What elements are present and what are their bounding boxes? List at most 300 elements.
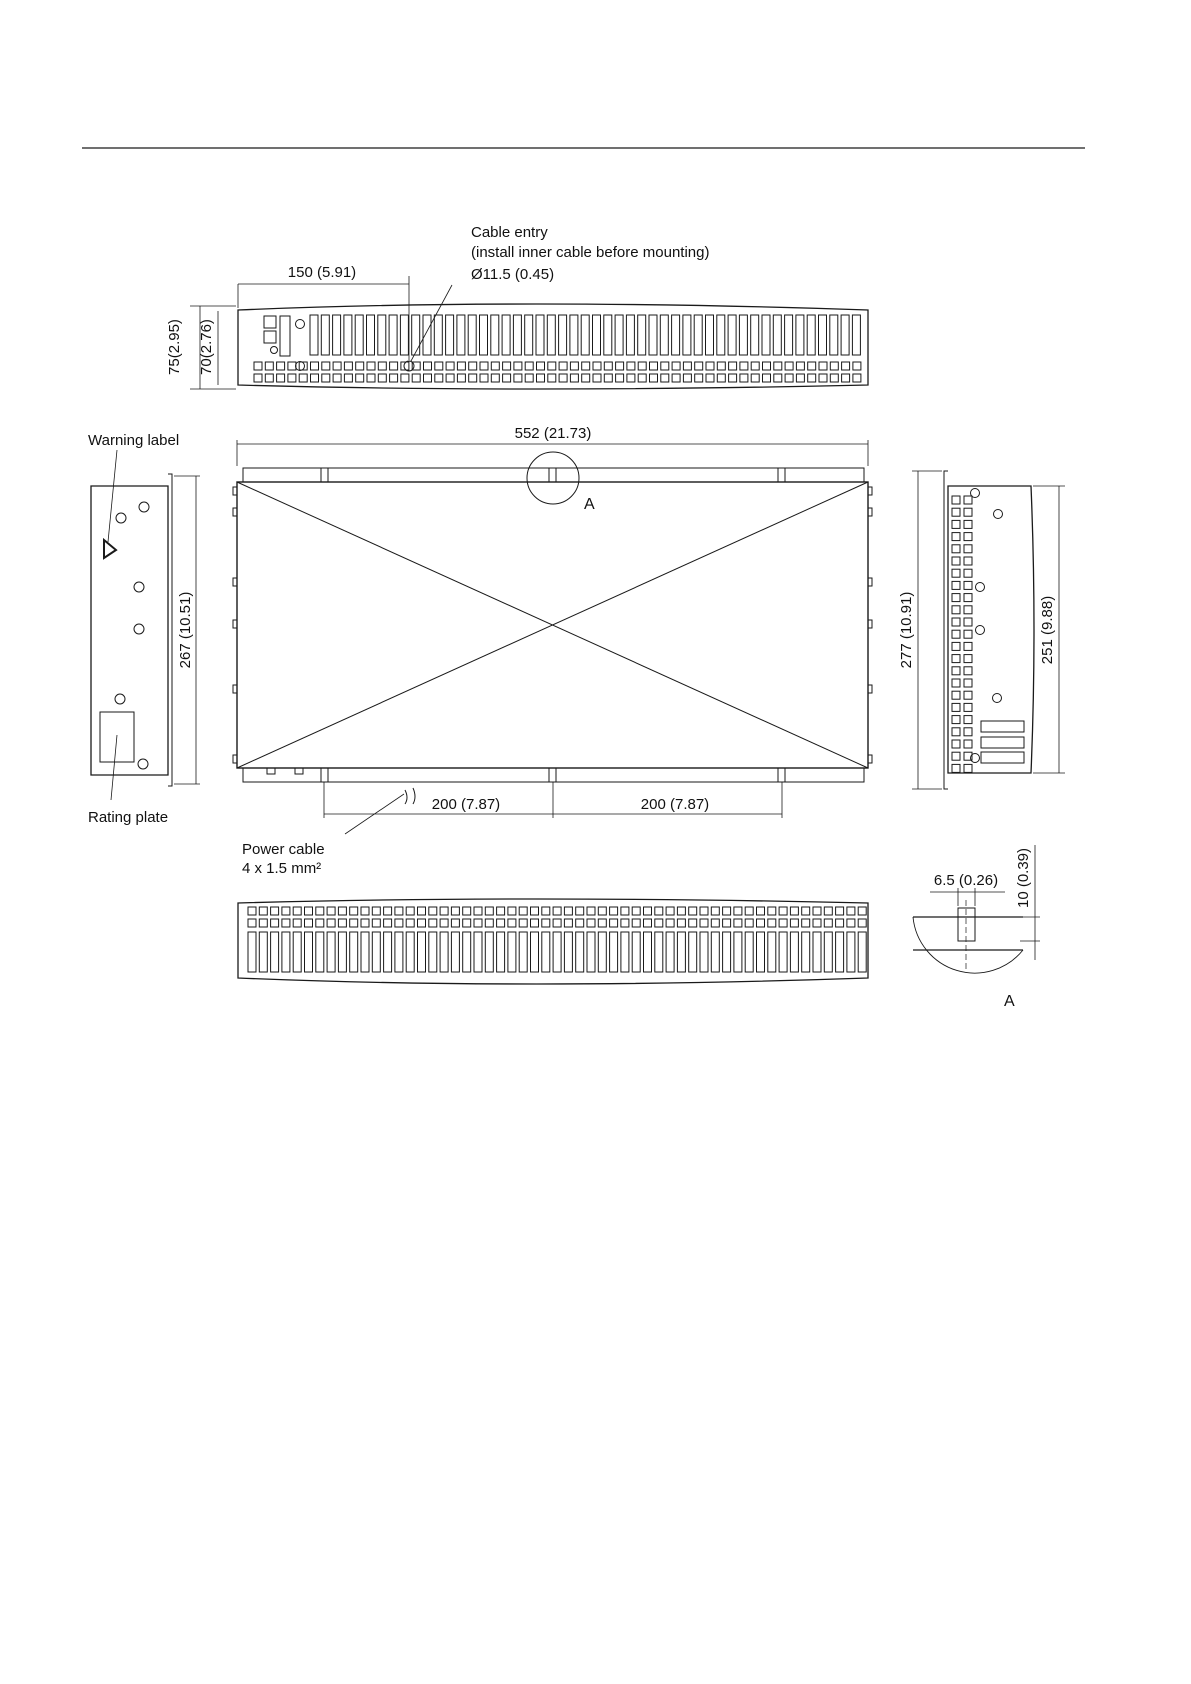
vent-opening [361, 932, 369, 972]
vent-opening [677, 919, 685, 927]
vent-opening [423, 315, 431, 355]
vent-opening [259, 919, 267, 927]
vent-opening [717, 374, 725, 382]
vent-opening [952, 655, 960, 663]
vent-opening [604, 374, 612, 382]
vent-opening [964, 764, 972, 772]
vent-opening [503, 374, 511, 382]
vent-opening [491, 362, 499, 370]
vent-opening [327, 907, 335, 915]
vent-opening [474, 932, 482, 972]
left-view-outline [91, 486, 168, 775]
vent-opening [395, 932, 403, 972]
vent-opening [757, 919, 765, 927]
vent-opening [807, 315, 815, 355]
fixing-hole [296, 362, 305, 371]
vent-opening [672, 362, 680, 370]
vent-opening [723, 919, 731, 927]
vent-opening [717, 315, 725, 355]
vent-opening [316, 907, 324, 915]
vent-opening [542, 932, 550, 972]
vent-opening [774, 362, 782, 370]
vent-opening [485, 919, 493, 927]
vent-opening [559, 374, 567, 382]
vent-opening [813, 907, 821, 915]
vent-opening [683, 315, 691, 355]
vent-opening [440, 919, 448, 927]
vent-opening [491, 374, 499, 382]
vent-opening [361, 919, 369, 927]
vent-opening [824, 932, 832, 972]
vent-opening [689, 919, 697, 927]
vent-opening [463, 919, 471, 927]
dim-width-552: 552 (21.73) [514, 425, 592, 442]
vent-opening [581, 315, 589, 355]
top-view [190, 276, 868, 389]
vent-opening [514, 362, 522, 370]
vent-opening [616, 374, 624, 382]
vent-opening [350, 919, 358, 927]
vent-opening [372, 932, 380, 972]
vent-opening [293, 907, 301, 915]
vent-opening [706, 315, 714, 355]
vent-opening [604, 362, 612, 370]
vent-opening [468, 315, 476, 355]
vent-opening [632, 919, 640, 927]
vent-opening [503, 362, 511, 370]
vent-opening [497, 919, 505, 927]
vent-opening [288, 374, 296, 382]
vent-opening [435, 362, 443, 370]
vent-opening [952, 508, 960, 516]
vent-opening [271, 907, 279, 915]
vent-opening [361, 907, 369, 915]
vent-opening [531, 907, 539, 915]
vent-opening [537, 362, 545, 370]
vent-opening [785, 315, 793, 355]
vent-opening [322, 374, 330, 382]
vent-opening [451, 907, 459, 915]
vent-opening [852, 315, 860, 355]
dim-slot-width: 6.5 (0.26) [933, 872, 999, 889]
vent-opening [384, 907, 392, 915]
vent-opening [952, 752, 960, 760]
detail-slot [958, 908, 975, 941]
vent-opening [435, 374, 443, 382]
top-view-vent-slots [310, 315, 860, 355]
vent-opening [964, 520, 972, 528]
vent-opening [644, 919, 652, 927]
vent-opening [830, 362, 838, 370]
vent-opening [265, 362, 273, 370]
vent-opening [964, 618, 972, 626]
vent-opening [638, 362, 646, 370]
vent-opening [271, 919, 279, 927]
vent-opening [265, 374, 273, 382]
vent-opening [610, 907, 618, 915]
vent-opening [952, 557, 960, 565]
vent-opening [254, 374, 262, 382]
vent-opening [711, 907, 719, 915]
dim-height-267: 267 (10.51) [177, 591, 194, 669]
vent-opening [553, 907, 561, 915]
vent-opening [582, 374, 590, 382]
vent-opening [327, 932, 335, 972]
vent-opening [598, 919, 606, 927]
vent-opening [474, 919, 482, 927]
vent-opening [593, 374, 601, 382]
vent-opening [695, 374, 703, 382]
vent-opening [367, 374, 375, 382]
vent-opening [598, 907, 606, 915]
vent-opening [288, 362, 296, 370]
vent-opening [327, 919, 335, 927]
vent-opening [542, 919, 550, 927]
vent-opening [587, 907, 595, 915]
vent-opening [525, 374, 533, 382]
vent-opening [763, 374, 771, 382]
vent-opening [683, 374, 691, 382]
vent-opening [446, 315, 454, 355]
vent-opening [952, 606, 960, 614]
vent-opening [434, 315, 442, 355]
vent-opening [842, 374, 850, 382]
vent-opening [451, 932, 459, 972]
vent-opening [446, 374, 454, 382]
vent-opening [576, 907, 584, 915]
vent-opening [666, 919, 674, 927]
dim-spacing-200-right: 200 (7.87) [640, 796, 710, 813]
vent-opening [632, 907, 640, 915]
vent-opening [964, 679, 972, 687]
vent-opening [604, 315, 612, 355]
vent-opening [610, 932, 618, 972]
vent-opening [858, 932, 866, 972]
vent-opening [310, 315, 318, 355]
detail-boundary-arc [913, 917, 1023, 973]
vent-opening [367, 362, 375, 370]
vent-opening [790, 907, 798, 915]
vent-opening [644, 932, 652, 972]
vent-opening [952, 728, 960, 736]
vent-opening [655, 919, 663, 927]
vent-opening [457, 362, 465, 370]
vent-opening [424, 362, 432, 370]
vent-opening [463, 907, 471, 915]
right-view-vent-grid [952, 496, 972, 772]
vent-opening [367, 315, 375, 355]
vent-opening [259, 932, 267, 972]
vent-opening [299, 374, 307, 382]
vent-opening [836, 907, 844, 915]
right-view-outline [948, 486, 1034, 773]
vent-opening [952, 764, 960, 772]
bottom-view-vent-grid [248, 907, 866, 927]
vent-opening [952, 618, 960, 626]
vent-opening [412, 315, 420, 355]
vent-opening [305, 907, 313, 915]
vent-opening [282, 932, 290, 972]
vent-opening [638, 374, 646, 382]
vent-opening [537, 374, 545, 382]
vent-opening [542, 907, 550, 915]
vent-opening [418, 907, 426, 915]
vent-opening [952, 691, 960, 699]
vent-opening [576, 919, 584, 927]
vent-opening [531, 919, 539, 927]
vent-opening [824, 907, 832, 915]
vent-opening [751, 315, 759, 355]
detail-a-marker: A [584, 496, 595, 513]
vent-opening [802, 932, 810, 972]
vent-opening [739, 315, 747, 355]
vent-opening [644, 907, 652, 915]
vent-opening [964, 533, 972, 541]
vent-opening [790, 919, 798, 927]
vent-opening [311, 374, 319, 382]
vent-opening [655, 907, 663, 915]
vent-opening [964, 594, 972, 602]
mounting-slots-top [321, 468, 785, 482]
vent-opening [952, 716, 960, 724]
vent-opening [952, 496, 960, 504]
vent-opening [661, 362, 669, 370]
vent-opening [446, 362, 454, 370]
vent-opening [610, 919, 618, 927]
fixing-hole [296, 320, 305, 329]
vent-opening [384, 932, 392, 972]
vent-opening [734, 907, 742, 915]
vent-opening [587, 932, 595, 972]
vent-opening [952, 545, 960, 553]
vent-opening [378, 362, 386, 370]
vent-opening [564, 919, 572, 927]
cable-entry-label: Cable entry [471, 224, 548, 241]
vent-opening [964, 740, 972, 748]
vent-opening [796, 362, 804, 370]
vent-opening [964, 569, 972, 577]
vent-opening [429, 932, 437, 972]
vent-opening [519, 932, 527, 972]
vent-opening [248, 932, 256, 972]
vent-opening [497, 932, 505, 972]
vent-opening [964, 581, 972, 589]
vent-opening [502, 315, 510, 355]
vent-opening [830, 315, 838, 355]
vent-opening [802, 907, 810, 915]
rating-plate-text: Rating plate [88, 809, 169, 826]
vent-opening [808, 362, 816, 370]
vent-opening [525, 315, 533, 355]
vent-opening [632, 932, 640, 972]
vent-opening [819, 362, 827, 370]
vent-opening [964, 655, 972, 663]
vent-opening [847, 932, 855, 972]
vent-opening [485, 932, 493, 972]
vent-opening [282, 907, 290, 915]
vent-opening [344, 315, 352, 355]
vent-opening [751, 374, 759, 382]
bottom-view-vent-slots [248, 932, 866, 972]
vent-opening [616, 362, 624, 370]
vent-opening [395, 907, 403, 915]
vent-opening [734, 932, 742, 972]
vent-opening [536, 315, 544, 355]
vent-opening [356, 362, 364, 370]
vent-opening [700, 919, 708, 927]
vent-opening [440, 932, 448, 972]
vent-opening [683, 362, 691, 370]
vent-opening [378, 315, 386, 355]
vent-opening [553, 932, 561, 972]
vent-opening [621, 932, 629, 972]
vent-opening [338, 932, 346, 972]
vent-opening [774, 374, 782, 382]
vent-opening [559, 362, 567, 370]
cable-entry-note: (install inner cable before mounting) [471, 244, 710, 261]
vent-opening [463, 932, 471, 972]
vent-opening [819, 374, 827, 382]
vent-opening [508, 919, 516, 927]
detail-a-circle [527, 452, 579, 504]
vent-opening [779, 907, 787, 915]
vent-opening [457, 374, 465, 382]
vent-opening [745, 919, 753, 927]
vent-opening [469, 374, 477, 382]
vent-opening [531, 932, 539, 972]
vent-opening [745, 932, 753, 972]
vent-opening [406, 907, 414, 915]
vent-opening [248, 919, 256, 927]
vent-opening [745, 907, 753, 915]
vent-opening [711, 932, 719, 972]
front-view [233, 440, 872, 834]
vent-opening [964, 703, 972, 711]
vent-opening [964, 667, 972, 675]
vent-opening [842, 362, 850, 370]
vent-opening [964, 630, 972, 638]
vent-opening [952, 703, 960, 711]
vent-opening [316, 919, 324, 927]
vent-opening [412, 374, 420, 382]
front-top-flange [243, 468, 864, 482]
cable-entry-diameter: Ø11.5 (0.45) [471, 266, 555, 283]
vent-opening [964, 557, 972, 565]
dim-height-277: 277 (10.91) [898, 591, 915, 669]
vent-opening [333, 374, 341, 382]
vent-opening [785, 362, 793, 370]
vent-opening [700, 932, 708, 972]
vent-opening [553, 919, 561, 927]
vent-opening [757, 907, 765, 915]
vent-opening [480, 362, 488, 370]
vent-opening [322, 362, 330, 370]
power-cable-icon [405, 788, 415, 804]
power-cable-spec: 4 x 1.5 mm² [242, 860, 322, 877]
dim-height-251: 251 (9.88) [1039, 595, 1056, 665]
vent-opening [695, 362, 703, 370]
vent-opening [689, 907, 697, 915]
vent-opening [390, 374, 398, 382]
vent-opening [706, 362, 714, 370]
vent-opening [372, 907, 380, 915]
front-bottom-flange [243, 768, 864, 782]
dim-slot-depth: 10 (0.39) [1015, 847, 1032, 909]
vent-opening [338, 919, 346, 927]
dim-spacing-200-left: 200 (7.87) [431, 796, 501, 813]
dim-height-70: 70(2.76) [198, 319, 215, 375]
vent-opening [406, 932, 414, 972]
vent-opening [847, 907, 855, 915]
mounting-slots-bottom [321, 768, 785, 782]
vent-opening [723, 907, 731, 915]
vent-opening [836, 932, 844, 972]
vent-opening [259, 907, 267, 915]
vent-opening [333, 315, 341, 355]
vent-opening [672, 315, 680, 355]
vent-opening [559, 315, 567, 355]
vent-opening [964, 691, 972, 699]
vent-opening [768, 907, 776, 915]
vent-opening [952, 642, 960, 650]
vent-opening [389, 315, 397, 355]
vent-opening [497, 907, 505, 915]
vent-opening [564, 932, 572, 972]
vent-opening [384, 919, 392, 927]
vent-opening [964, 545, 972, 553]
vent-opening [372, 919, 380, 927]
vent-opening [689, 932, 697, 972]
vent-opening [491, 315, 499, 355]
cable-glands [267, 768, 303, 774]
vent-opening [638, 315, 646, 355]
vent-opening [621, 919, 629, 927]
vent-opening [400, 315, 408, 355]
vent-opening [451, 919, 459, 927]
vent-opening [773, 315, 781, 355]
vent-opening [847, 919, 855, 927]
vent-opening [615, 315, 623, 355]
dim-offset-150: 150 (5.91) [287, 264, 357, 281]
vent-opening [321, 315, 329, 355]
vent-opening [305, 919, 313, 927]
vent-opening [621, 907, 629, 915]
vent-opening [694, 315, 702, 355]
vent-opening [650, 362, 658, 370]
vent-opening [729, 362, 737, 370]
vent-opening [813, 932, 821, 972]
vent-opening [796, 374, 804, 382]
vent-opening [338, 907, 346, 915]
vent-opening [677, 932, 685, 972]
top-view-vent-grid [254, 362, 861, 382]
vent-opening [356, 374, 364, 382]
vent-opening [677, 907, 685, 915]
vent-opening [282, 919, 290, 927]
vent-opening [548, 374, 556, 382]
vent-opening [841, 315, 849, 355]
vent-opening [717, 362, 725, 370]
vent-opening [547, 315, 555, 355]
vent-opening [858, 907, 866, 915]
vent-opening [440, 907, 448, 915]
vent-opening [248, 907, 256, 915]
vent-opening [729, 374, 737, 382]
vent-opening [576, 932, 584, 972]
vent-opening [700, 907, 708, 915]
leader-line [111, 735, 117, 800]
vent-opening [858, 919, 866, 927]
